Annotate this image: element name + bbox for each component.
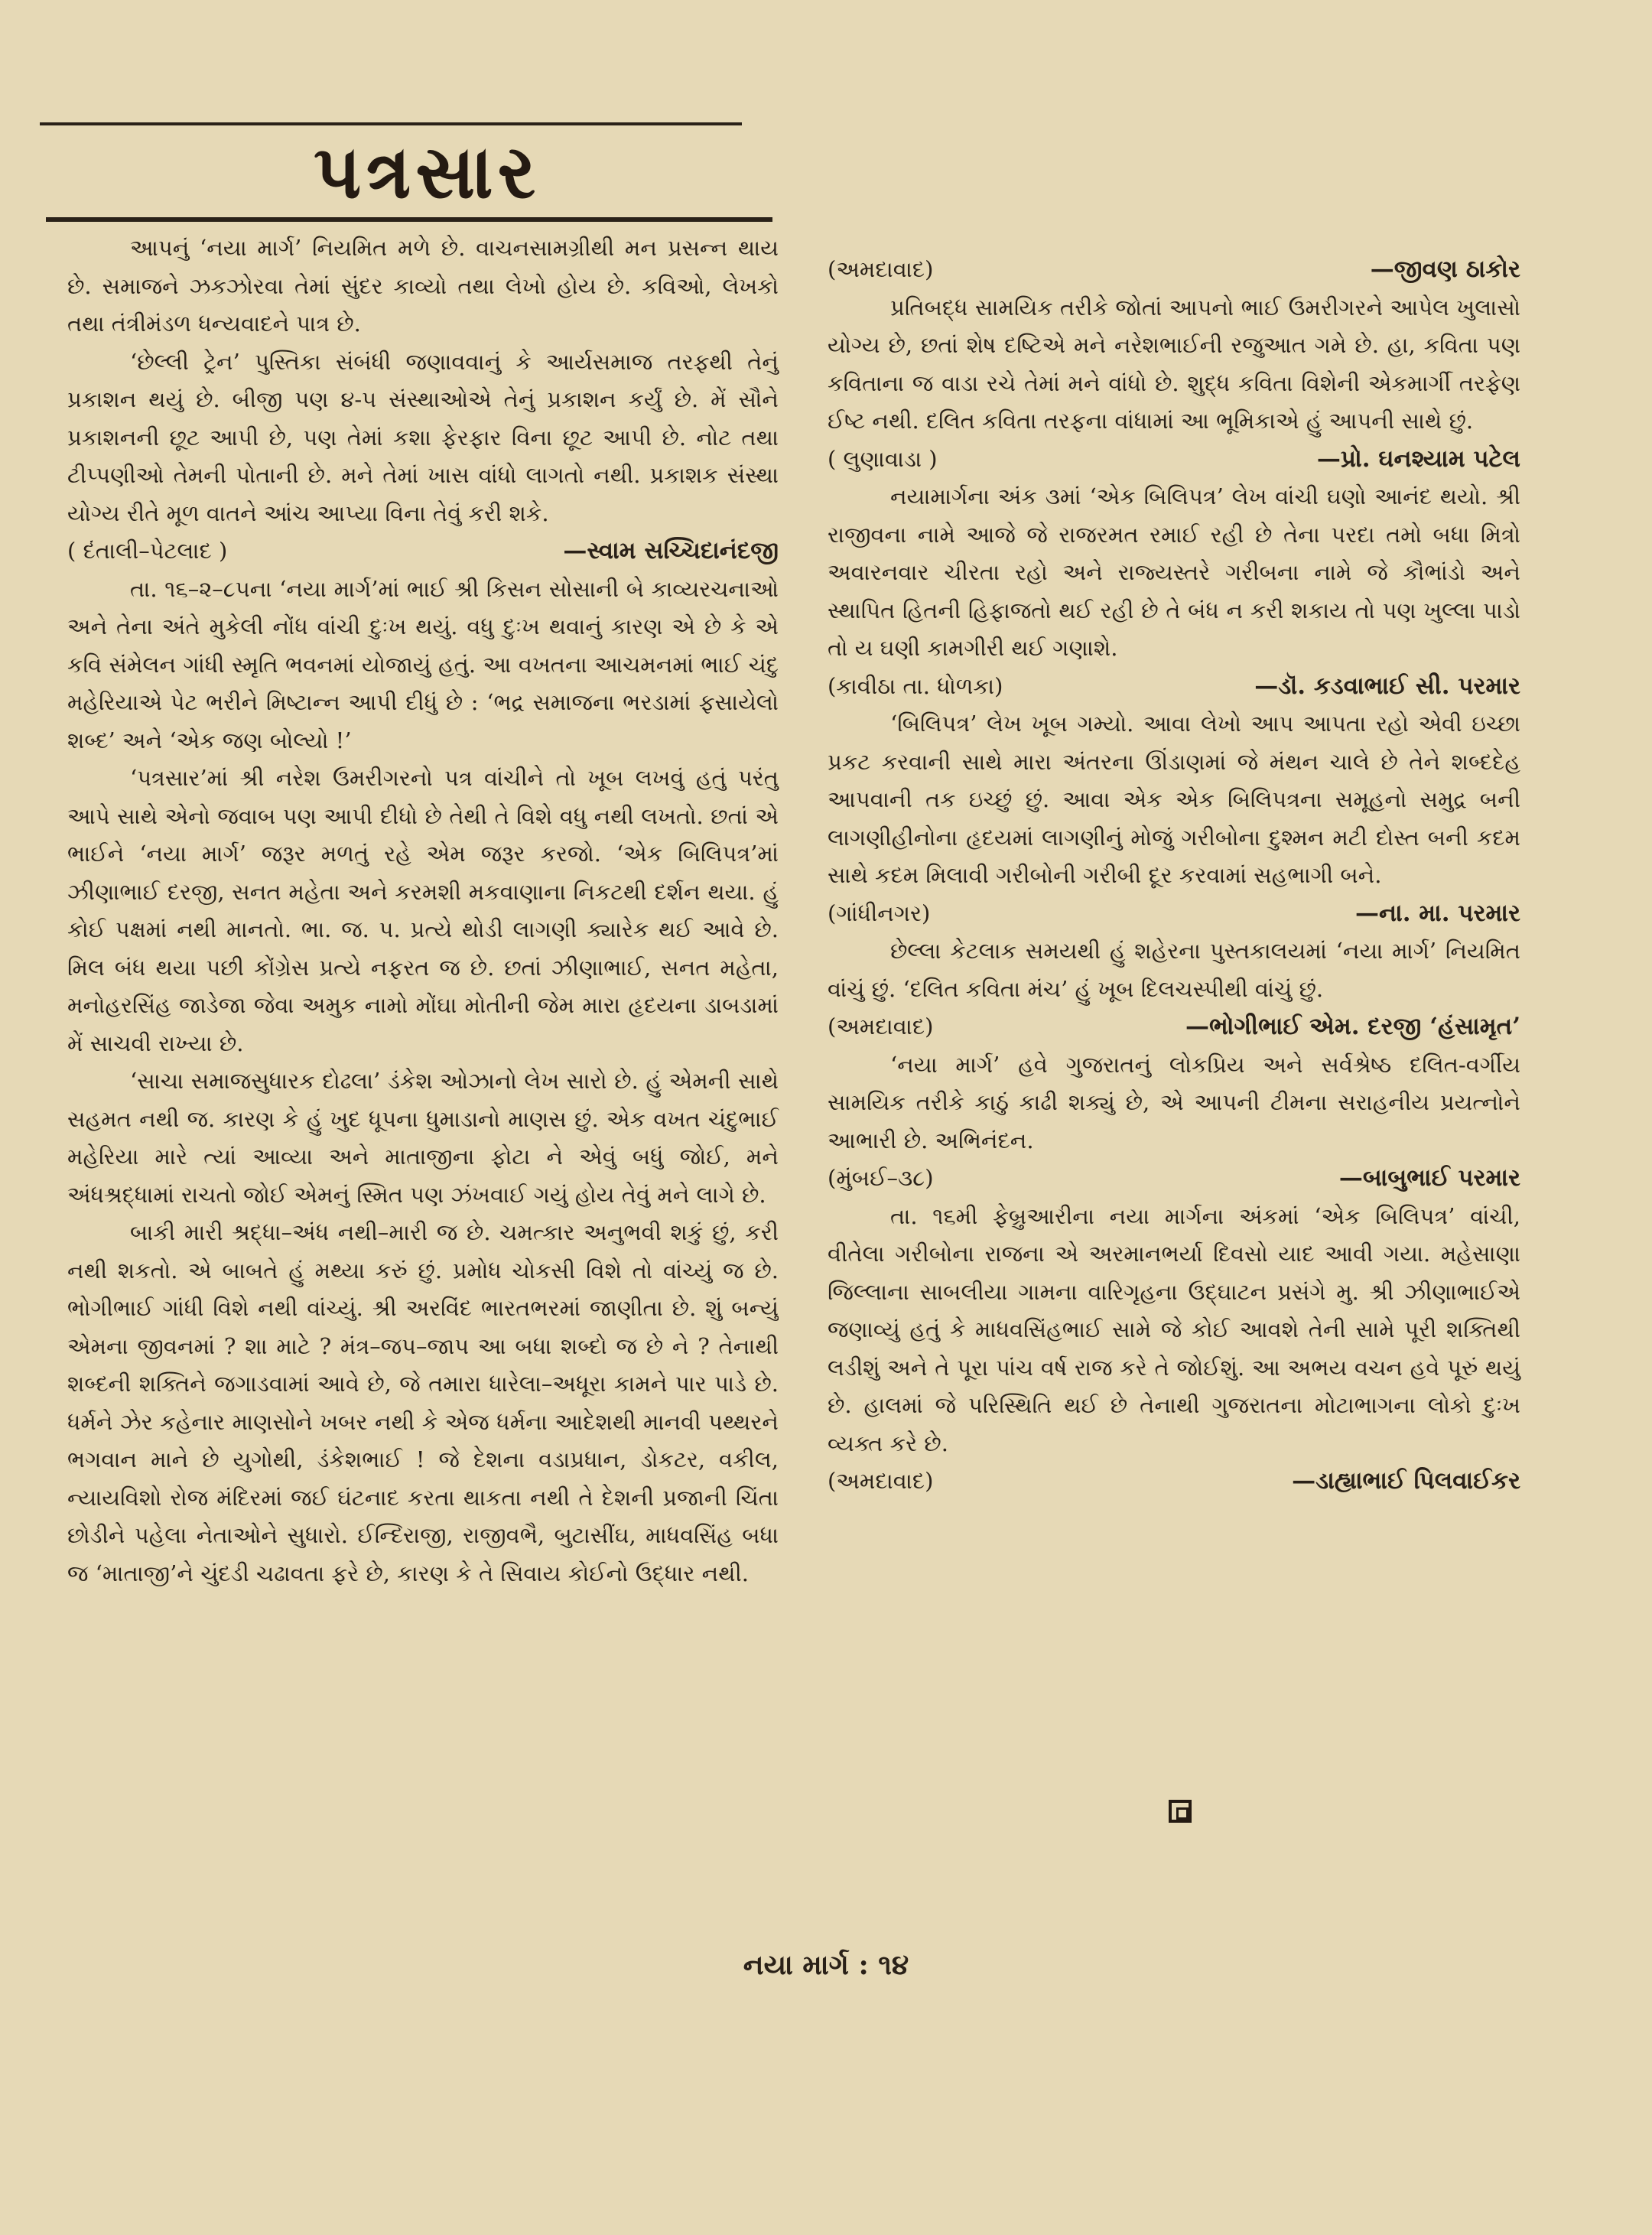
letter-6 (828, 932, 1520, 1046)
page-footer: નયા માર્ગ : ૧૪ (0, 1949, 1652, 1982)
end-mark-icon (1169, 1800, 1192, 1823)
letter-author: —ડાહ્યાભાઈ પિલવાઈકર (1292, 1462, 1520, 1501)
letter-place: (અમદાવાદ) (828, 1462, 933, 1501)
letter-1 (67, 229, 779, 571)
letter-paragraph: છેલ્લા કેટલાક સમયથી હું શહેરના પુસ્તકાલયમાં ‘નયા માર્ગ’ નિયમિત વાંચું છું. ‘દલિત કવિતા મંચ’ હું ખૂબ દિલચસ્પીથી વાંચું છું. (828, 932, 1520, 1008)
title-rule-bottom (46, 217, 772, 222)
letter-paragraph: આપનું ‘નયા માર્ગ’ નિયમિત મળે છે. વાચનસામગ્રીથી મન પ્રસન્ન થાય છે. સમાજને ઝકઝોરવા તેમાં સુંદર કાવ્યો તથા લેખો હોય છે. કવિઓ, લેખકો તથા તંત્રીમંડળ ધન્યવાદને પાત્ર છે. (67, 229, 779, 343)
letter-paragraph: ‘સાચા સમાજસુધારક દોઢલા’ ડંકેશ ઓઝાનો લેખ સારો છે. હું એમની સાથે સહમત નથી જ. કારણ કે હું ખુદ ધૂપના ધુમાડાનો માણસ છું. એક વખત ચંદુભાઈ મહેરિયા મારે ત્યાં આવ્યા અને માતાજીના ફોટા ને એવું બધું જોઈ, મને અંધશ્રદ્ધામાં રાચતો જોઈ એમનું સ્મિત પણ ઝંખવાઈ ગયું હોય તેવું મને લાગે છે. (67, 1062, 779, 1214)
letter-author: —સ્વામ સચ્ચિદાનંદજી (563, 532, 779, 571)
letter-place: ( દંતાલી–પેટલાદ ) (67, 532, 227, 571)
right-column (828, 98, 1520, 1501)
letter-signature-row (828, 1008, 1520, 1046)
section-title: પત્રસાર (314, 129, 540, 216)
letter-paragraph: ‘છેલ્લી ટ્રેન’ પુસ્તિકા સંબંધી જણાવવાનું કે આર્યસમાજ તરફથી તેનું પ્રકાશન થયું છે. બીજી પણ ૪-૫ સંસ્થાઓએ તેનું પ્રકાશન કર્યું છે. મેં સૌને પ્રકાશનની છૂટ આપી છે, પણ તેમાં કશા ફેરફાર વિના છૂટ આપી છે. નોટ તથા ટીપ્પણીઓ તેમની પોતાની છે. મને તેમાં ખાસ વાંધો લાગતો નથી. પ્રકાશક સંસ્થા યોગ્ય રીતે મૂળ વાતને આંચ આપ્યા વિના તેવું કરી શકે. (67, 343, 779, 533)
letter-place: ( લુણાવાડા ) (828, 441, 938, 479)
letter-author: —પ્રો. ઘનશ્યામ પટેલ (1317, 441, 1520, 479)
letter-place: (મુંબઈ–૩૮) (828, 1160, 934, 1198)
letter-signature-row (828, 895, 1520, 933)
letter-paragraph: તા. ૧૬–૨–૮૫ના ‘નયા માર્ગ’માં ભાઈ શ્રી કિસન સોસાની બે કાવ્યરચનાઓ અને તેના અંતે મુકેલી નોંધ વાંચી દુઃખ થયું. વધુ દુઃખ થવાનું કારણ એ છે કે એ કવિ સંમેલન ગાંધી સ્મૃતિ ભવનમાં યોજાયું હતું. આ વખતના આચમનમાં ભાઈ ચંદુ મહેરિયાએ પેટ ભરીને મિષ્ટાન્ન આપી દીધું છે : ‘ભદ્ર સમાજના ભરડામાં ફસાયેલો શબ્દ’ અને ‘એક જણ બોલ્યો !’ (67, 571, 779, 760)
letter-author: —ભોગીભાઈ એમ. દરજી ‘હંસામૃત’ (1185, 1008, 1520, 1046)
letter-5 (828, 705, 1520, 932)
letter-2-part-1 (67, 571, 779, 2235)
letter-paragraph: તા. ૧૬મી ફેબ્રુઆરીના નયા માર્ગના અંકમાં ‘એક બિલિપત્ર’ વાંચી, વીતેલા ગરીબોના રાજના એ અરમાનભર્યા દિવસો યાદ આવી ગયા. મહેસાણા જિલ્લાના સાબલીયા ગામના વારિગૃહના ઉદ્ઘાટન પ્રસંગે મુ. શ્રી ઝીણાભાઈએ જણાવ્યું હતું કે માધવસિંહભાઈ સામે જે કોઈ આવશે તેની સામે પૂરી શક્તિથી લડીશું અને તે પૂરા પાંચ વર્ષ રાજ કરે તે જોઈશું. આ અભય વચન હવે પૂરું થયું છે. હાલમાં જે પરિસ્થિતિ થઈ છે તેનાથી ગુજરાતના મોટાભાગના લોકો દુઃખ વ્યક્ત કરે છે. (828, 1198, 1520, 1463)
left-column (67, 229, 779, 2235)
letter-2-end (828, 251, 1520, 289)
letter-author: —ડૉ. કડવાભાઈ સી. પરમાર (1254, 668, 1520, 706)
letter-paragraph: બાકી મારી શ્રદ્ધા–અંધ નથી–મારી જ છે. ચમત્કાર અનુભવી શકું છું, કરી નથી શકતો. એ બાબતે હું મથ્યા કરું છું. પ્રમોધ ચોકસી વિશે તો વાંચ્યું જ છે. ભોગીભાઈ ગાંધી વિશે નથી વાંચ્યું. શ્રી અરવિંદ ભારતભરમાં જાણીતા છે. શું બન્યું એમના જીવનમાં ? શા માટે ? મંત્ર–જપ–જાપ આ બધા શબ્દો જ છે ને ? તેનાથી શબ્દની શક્તિને જગાડવામાં આવે છે, જે તમારા ધારેલા–અધૂરા કામને પાર પાડે છે. ધર્મને ઝેર કહેનાર માણસોને ખબર નથી કે એજ ધર્મના આદેશથી માનવી પથ્થરને ભગવાન માને છે યુગોથી, ડંકેશભાઈ ! જે દેશના વડાપ્રધાન, ડોકટર, વકીલ, ન્યાયવિશો રોજ મંદિરમાં જઈ ઘંટનાદ કરતા થાકતા નથી તે દેશની પ્રજાની ચિંતા છોડીને પહેલા નેતાઓને સુધારો. ઈન્દિરાજી, રાજીવભૈ, બુટાસીંઘ, માધવસિંહ બધા જ ‘માતાજી’ને ચુંદડી ચઢાવતા ફરે છે, કારણ કે તે સિવાય કોઈનો ઉદ્ધાર નથી. (67, 1214, 779, 2235)
letter-7 (828, 1046, 1520, 1198)
letter-paragraph: ‘પત્રસાર’માં શ્રી નરેશ ઉમરીગરનો પત્ર વાંચીને તો ખૂબ લખવું હતું પરંતુ આપે સાથે એનો જવાબ પણ આપી દીધો છે તેથી તે વિશે વધુ નથી લખતો. છતાં એ ભાઈને ‘નયા માર્ગ’ જરૂર મળતું રહે એમ જરૂર કરજો. ‘એક બિલિપત્ર’માં ઝીણાભાઈ દરજી, સનત મહેતા અને કરમશી મકવાણાના નિકટથી દર્શન થયા. હું કોઈ પક્ષમાં નથી માનતો. ભા. જ. પ. પ્રત્યે થોડી લાગણી ક્યારેક થઈ આવે છે. મિલ બંધ થયા પછી કોંગ્રેસ પ્રત્યે નફરત જ છે. છતાં ઝીણાભાઈ, સનત મહેતા, મનોહરસિંહ જાડેજા જેવા અમુક નામો મોંઘા મોતીની જેમ મારા હૃદયના ડાબડામાં મેં સાચવી રાખ્યા છે. (67, 760, 779, 1062)
letter-signature-row (828, 1462, 1520, 1501)
letter-signature-row (828, 1160, 1520, 1198)
letter-paragraph: નયામાર્ગના અંક ૩માં ‘એક બિલિપત્ર’ લેખ વાંચી ઘણો આનંદ થયો. શ્રી રાજીવના નામે આજે જે રાજરમત રમાઈ રહી છે તેના પરદા તમો બધા મિત્રો અવારનવાર ચીરતા રહો અને રાજ્યસ્તરે ગરીબના નામે જે કૌભાંડો અને સ્થાપિત હિતની હિફાજતો થઈ રહી છે તે બંધ ન કરી શકાય તો પણ ખુલ્લા પાડો તો ય ઘણી કામગીરી થઈ ગણાશે. (828, 478, 1520, 668)
letter-8 (828, 1198, 1520, 1501)
letter-author: —જીવણ ઠાકોર (1371, 251, 1520, 289)
letter-place: (કાવીઠા તા. ધોળકા) (828, 668, 1003, 706)
letter-4 (828, 478, 1520, 705)
letter-3 (828, 289, 1520, 479)
letter-place: (અમદાવાદ) (828, 1008, 933, 1046)
letter-author: —ના. મા. પરમાર (1355, 895, 1520, 933)
letter-signature-row (67, 532, 779, 571)
letter-signature-row (828, 441, 1520, 479)
letter-author: —બાબુભાઈ પરમાર (1339, 1160, 1520, 1198)
letter-place: (અમદાવાદ) (828, 251, 933, 289)
letter-paragraph: ‘બિલિપત્ર’ લેખ ખૂબ ગમ્યો. આવા લેખો આપ આપતા રહો એવી ઇચ્છા પ્રકટ કરવાની સાથે મારા અંતરના ઊંડાણમાં જે મંથન ચાલે છે તેને શબ્દદેહ આપવાની તક ઇચ્છું છું. આવા એક એક બિલિપત્રના સમૂહનો સમુદ્ર બની લાગણીહીનોના હૃદયમાં લાગણીનું મોજું ગરીબોના દુશ્મન મટી દોસ્ત બની કદમ સાથે કદમ મિલાવી ગરીબોની ગરીબી દૂર કરવામાં સહભાગી બને. (828, 705, 1520, 895)
letter-signature-row (828, 251, 1520, 289)
letter-paragraph: ‘નયા માર્ગ’ હવે ગુજરાતનું લોકપ્રિય અને સર્વશ્રેષ્ઠ દલિત-વર્ગીય સામયિક તરીકે કાઠું કાઢી શક્યું છે, એ આપની ટીમના સરાહનીય પ્રયત્નોને આભારી છે. અભિનંદન. (828, 1046, 1520, 1160)
letter-paragraph: પ્રતિબદ્ધ સામયિક તરીકે જોતાં આપનો ભાઈ ઉમરીગરને આપેલ ખુલાસો યોગ્ય છે, છતાં શેષ દષ્ટિએ મને નરેશભાઈની રજુઆત ગમે છે. હા, કવિતા પણ કવિતાના જ વાડા રચે તેમાં મને વાંધો છે. શુદ્ધ કવિતા વિશેની એકમાર્ગી તરફેણ ઈષ્ટ નથી. દલિત કવિતા તરફના વાંધામાં આ ભૂમિકાએ હું આપની સાથે છું. (828, 289, 1520, 441)
letter-signature-row (828, 668, 1520, 706)
letter-place: (ગાંધીનગર) (828, 895, 930, 933)
title-rule-top (40, 122, 742, 125)
